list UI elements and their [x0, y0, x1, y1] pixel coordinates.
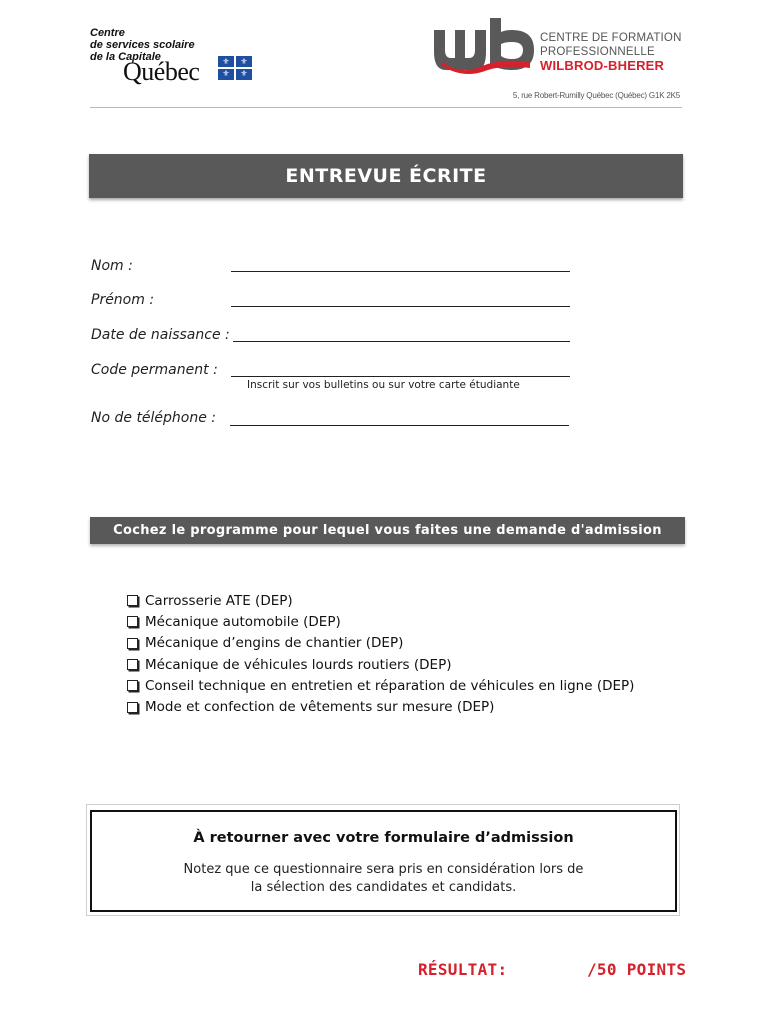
code-permanent-field[interactable] [231, 376, 570, 377]
nom-field[interactable] [231, 271, 570, 272]
program-label: Mode et confection de vêtements sur mesure (DEP) [145, 699, 495, 716]
program-option-carrosserie[interactable] [127, 590, 634, 611]
return-notice-frame [86, 804, 680, 916]
prenom-label: Prénom : [91, 292, 155, 308]
wb-line-wilbrod: WILBROD-BHERER [540, 58, 665, 73]
program-label: Conseil technique en entretien et réparation de véhicules en ligne (DEP) [145, 677, 635, 694]
program-label: Mécanique d’engins de chantier (DEP) [145, 635, 404, 652]
quebec-flag-icon: ⚜ ⚜ ⚜ ⚜ [218, 56, 252, 80]
program-option-conseil-technique[interactable] [127, 675, 634, 696]
result-points: /50 POINTS [587, 960, 687, 979]
logo-line-services: de services scolaire [90, 39, 195, 51]
program-label: Mécanique de véhicules lourds routiers (DEP) [145, 656, 452, 673]
checkbox-icon[interactable] [127, 595, 138, 606]
checkbox-icon[interactable] [127, 680, 138, 691]
checkbox-icon[interactable] [127, 659, 138, 670]
title-banner [89, 154, 683, 198]
program-heading-banner [90, 517, 685, 544]
program-label: Carrosserie ATE (DEP) [145, 592, 293, 609]
prenom-field[interactable] [231, 306, 570, 307]
wb-line-professionnelle: PROFESSIONNELLE [540, 45, 655, 58]
program-list [127, 590, 634, 718]
checkbox-icon[interactable] [127, 638, 138, 649]
return-notice-line1: Notez que ce questionnaire sera pris en considération lors de [183, 862, 584, 877]
result-label: RÉSULTAT: [418, 960, 508, 979]
program-option-engins-chantier[interactable] [127, 633, 634, 654]
page-title: ENTREVUE ÉCRITE [285, 165, 487, 187]
program-option-mode-confection[interactable] [127, 696, 634, 717]
wb-line-centre: CENTRE DE FORMATION [540, 32, 682, 44]
quebec-wordmark: Québec [123, 57, 200, 86]
program-option-vehicules-lourds[interactable] [127, 654, 634, 675]
return-notice-line2: la sélection des candidates et candidats. [250, 880, 517, 895]
school-address: 5, rue Robert-Rumilly Québec (Québec) G1K 2K5 [512, 91, 680, 100]
program-option-mecanique-auto[interactable] [127, 611, 634, 632]
program-label: Mécanique automobile (DEP) [145, 613, 341, 630]
return-notice-body [92, 861, 675, 897]
program-heading: Cochez le programme pour lequel vous faites une demande d'admission [113, 523, 662, 538]
header-divider [90, 107, 682, 108]
wilbrod-bherer-logo [432, 18, 682, 78]
nom-label: Nom : [91, 258, 133, 274]
code-permanent-label: Code permanent : [91, 362, 218, 378]
logo-line-centre: Centre [90, 27, 125, 39]
date-naissance-label: Date de naissance : [91, 327, 230, 343]
css-capitale-logo [90, 27, 260, 87]
telephone-label: No de téléphone : [91, 410, 217, 426]
return-notice-title: À retourner avec votre formulaire d’admission [193, 830, 574, 846]
checkbox-icon[interactable] [127, 616, 138, 627]
date-naissance-field[interactable] [233, 341, 570, 342]
checkbox-icon[interactable] [127, 702, 138, 713]
logo-line-capitale: de la Capitale [90, 51, 161, 63]
wb-monogram-icon [432, 18, 536, 74]
code-permanent-hint: Inscrit sur vos bulletins ou sur votre carte étudiante [247, 379, 520, 391]
telephone-field[interactable] [230, 425, 569, 426]
return-notice-box [90, 810, 677, 912]
